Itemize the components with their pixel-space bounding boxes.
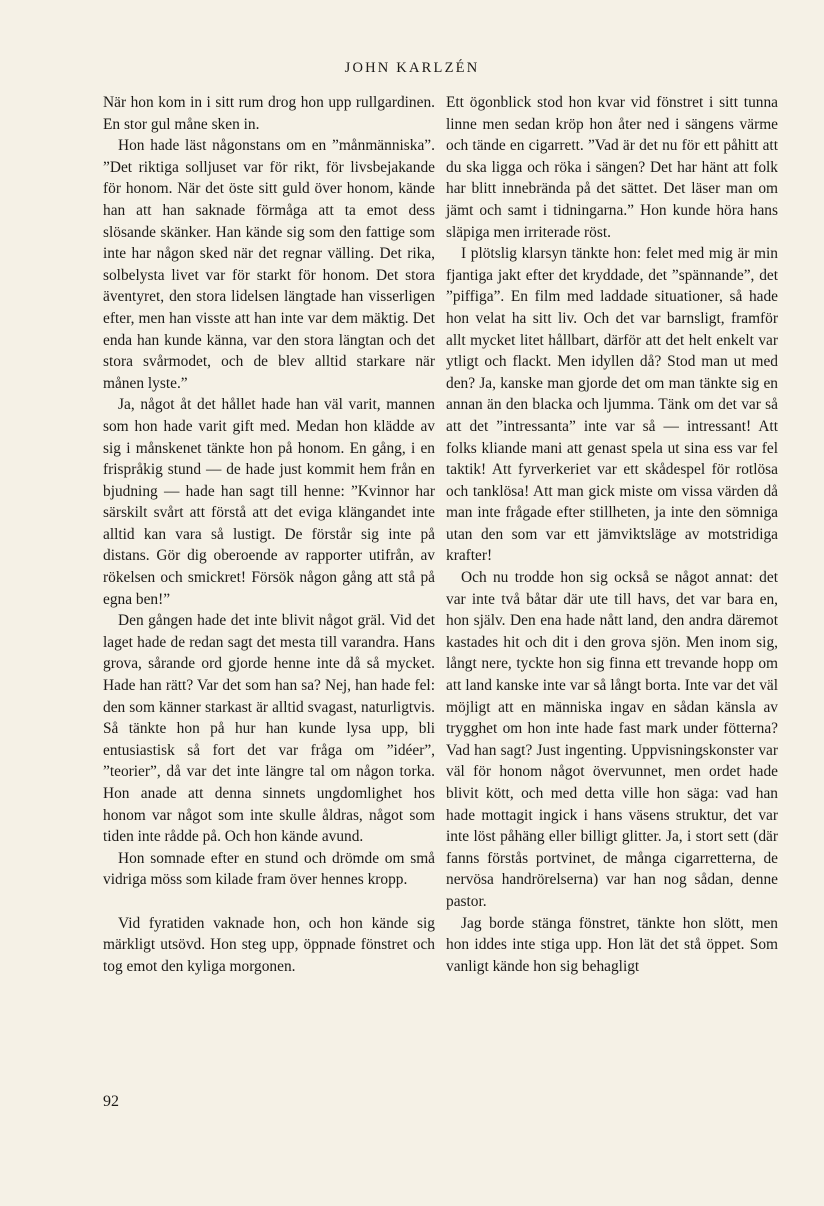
running-head: JOHN KARLZÉN — [344, 60, 480, 76]
paragraph: När hon kom in i sitt rum drog hon upp rullgardinen. En stor gul måne sken in. — [103, 94, 435, 133]
paragraph: Ett ögonblick stod hon kvar vid fönstret i sitt tunna linne men sedan kröp hon åter ned i sängens värme och tände en cigarrett. ”Vad är det nu för ett påhitt att du ska ligga och röka i sängen? Det har hänt att folk har blitt innebrända på det sättet. Det läser man om jämt och samt i tidningarna.” Hon kunde höra hans släpiga men irriterade röst. — [446, 94, 778, 241]
paragraph: Vid fyratiden vaknade hon, och hon kände sig märkligt utsövd. Hon steg upp, öppnade fönstret och tog emot den kyliga morgonen. — [103, 914, 435, 975]
paragraph: I plötslig klarsyn tänkte hon: felet med mig är min fjantiga jakt efter det kryddade, det ”spännande”, det ”piffiga”. En film med laddade situationer, så hade hon velat ha sitt liv. Och det var barnsligt, framför allt mycket litet hållbart, därför att det helt enkelt var ytligt och flackt. Men idyllen då? Stod man ut med den? Ja, kanske man gjorde det om man tänkte sig en annan än den blacka och ljumma. Tänk om det var så att det ”intressanta” inte var så — intressant! Att folks kliande mani att genast spela ut sina ess var fel taktik! Att fyrverkeriet var ett skådespel för rotlösa och tanklösa! Att man gick miste om vissa värden då man inte frågade efter stillheten, ja inte den sömniga utan den som var ett jämviktsläge av motstridiga krafter! — [446, 245, 778, 565]
paragraph: Jag borde stänga fönstret, tänkte hon slött, men hon iddes inte stiga upp. Hon lät det stå öppet. Som vanligt kände hon sig behagligt — [446, 914, 778, 975]
paragraph: Ja, något åt det hållet hade han väl varit, mannen som hon hade varit gift med. Medan hon klädde av sig i månskenet tänkte hon på honom. En gång, i en frispråkig stund — de hade just kommit hem från en bjudning — hade han sagt till henne: ”Kvinnor har särskilt svårt att förstå att det eviga klängandet inte alltid kan vara så lustigt. De förstår sig inte på distans. Gör dig oberoende av rapporter utifrån, av rökelsen och smickret! Försök någon gång att stå på egna ben!” — [103, 396, 435, 608]
left-column — [103, 92, 435, 977]
paragraph: Hon hade läst någonstans om en ”månmänniska”. ”Det riktiga solljuset var för rikt, för livsbejakande för honom. När det öste sitt guld över honom, kände han att han saknade förmåga att ta emot dess slösande skänker. Han kände sig som den fattige som inte har någon sked när det regnar välling. Det rika, solbelysta livet var för starkt för honom. Det stora äventyret, den stora lidelsen längtade han visserligen efter, men han visste att han inte var dem mäktig. Det enda han kunde känna, var den stora längtan och det stora svårmodet, och de blev alltid starkare när månen lyste.” — [103, 137, 435, 392]
paragraph: Hon somnade efter en stund och drömde om små vidriga möss som kilade fram över hennes kropp. — [103, 849, 435, 889]
paragraph: Och nu trodde hon sig också se något annat: det var inte två båtar där ute till havs, det var bara en, hon själv. Den ena hade nått land, den andra däremot kastades hit och dit i den grova sjön. Men inom sig, långt nere, tyckte hon sig finna ett trevande hopp om att land kanske inte var så långt borta. Inte var det väl möjligt att en människa ingav en sådan känsla av trygghet om hon inte hade fast mark under fötterna? Vad han sagt? Just ingenting. Uppvisningskonster var väl för honom något övervunnet, men ordet hade blivit kött, och med detta ville hon säga: vad han hade mottagit ingick i hans väsens struktur, det var inte löst påhäng eller billigt glitter. Ja, i stort sett (där fanns förstås portvinet, de många cigarretterna, de nervösa handrörelserna) var han nog sådan, denne pastor. — [446, 569, 778, 910]
paragraph: Den gången hade det inte blivit något gräl. Vid det laget hade de redan sagt det mesta till varandra. Hans grova, sårande ord gjorde henne inte då så mycket. Hade han rätt? Var det som han sa? Nej, han hade fel: den som känner starkast är alltid svagast, naturligtvis. Så tänkte hon på hur han kunde lysa upp, bli entusiastisk så fort det var fråga om ”idéer”, ”teorier”, då var det inte längre tal om någon torka. Hon anade att denna sinnets ungdomlighet hos honom var något som inte skulle åldras, något som tiden inte rådde på. Och hon kände avund. — [103, 612, 435, 846]
page-number: 92 — [103, 1093, 119, 1110]
right-column — [446, 92, 778, 977]
